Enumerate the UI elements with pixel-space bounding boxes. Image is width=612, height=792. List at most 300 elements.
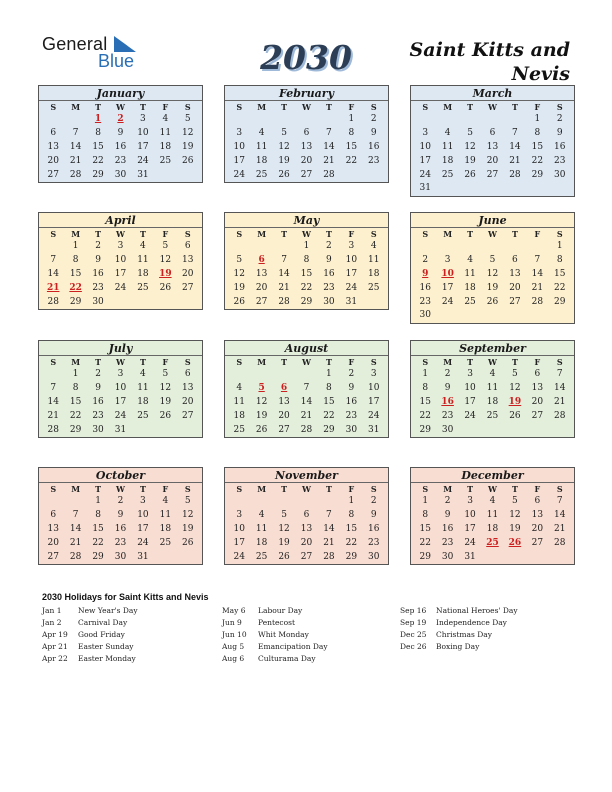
holiday-row	[400, 605, 518, 617]
day-cell: 4	[140, 369, 146, 379]
weekday-header: T	[95, 357, 102, 367]
holiday-name: New Year's Day	[78, 606, 138, 615]
weekday-header: F	[162, 484, 169, 494]
day-cell: 26	[464, 169, 476, 180]
day-cell: 27	[531, 537, 544, 548]
day-cell: 26	[278, 551, 290, 562]
day-cell: 19	[486, 282, 499, 293]
day-cell: 4	[162, 114, 169, 124]
day-cell: 25	[464, 296, 476, 307]
day-cell: 18	[486, 396, 499, 407]
empty-cell	[459, 240, 481, 254]
day-cell: 18	[464, 282, 476, 293]
day-cell: 2	[444, 496, 451, 506]
day-cell: 3	[422, 127, 429, 138]
weekday-header: F	[162, 357, 169, 367]
day-cell: 21	[554, 396, 566, 407]
day-cell: 23	[92, 410, 104, 421]
empty-cell	[436, 113, 458, 127]
holiday-name: Boxing Day	[436, 642, 480, 651]
day-cell: 30	[554, 169, 566, 180]
day-cell: 6	[512, 254, 518, 265]
day-cell: 5	[281, 509, 287, 520]
holiday-date: Jan 1	[42, 606, 62, 615]
empty-cell	[64, 495, 86, 509]
day-cell: 18	[137, 268, 149, 279]
day-cell: 17	[464, 523, 476, 534]
day-cell: 13	[300, 523, 313, 534]
empty-cell	[42, 368, 64, 382]
day-cell: 27	[278, 424, 290, 435]
holiday-row	[42, 653, 138, 665]
day-cell: 27	[255, 296, 268, 307]
empty-cell	[273, 495, 295, 509]
day-grid	[225, 483, 388, 564]
day-cell: 25	[159, 537, 172, 548]
day-cell: 15	[300, 268, 313, 279]
day-cell: 22	[92, 155, 104, 166]
day-cell: 19	[255, 410, 268, 421]
empty-cell	[459, 113, 481, 127]
holiday-day-cell: 1	[94, 114, 102, 124]
month-title: October	[39, 468, 202, 483]
empty-cell	[273, 113, 295, 127]
day-grid	[39, 356, 202, 437]
day-cell: 19	[182, 523, 194, 534]
day-cell: 25	[137, 282, 149, 293]
day-cell: 30	[419, 310, 431, 321]
day-cell: 12	[159, 254, 172, 265]
day-cell: 20	[486, 155, 499, 166]
day-cell: 7	[281, 254, 287, 265]
day-cell: 2	[422, 254, 429, 265]
day-cell: 30	[345, 424, 358, 435]
day-cell: 18	[233, 410, 245, 421]
day-cell: 26	[486, 296, 499, 307]
day-cell: 13	[509, 268, 521, 279]
day-cell: 8	[326, 382, 332, 393]
day-cell: 29	[69, 296, 82, 307]
weekday-header: T	[511, 229, 518, 239]
day-cell: 3	[348, 241, 355, 251]
holiday-row	[400, 617, 518, 629]
day-cell: 26	[159, 410, 172, 421]
holiday-day-cell: 16	[441, 396, 454, 407]
day-cell: 12	[255, 396, 268, 407]
weekday-header: M	[257, 102, 267, 112]
day-cell: 13	[182, 254, 194, 265]
weekday-header: S	[50, 102, 57, 112]
weekday-header: W	[302, 484, 311, 494]
day-cell: 10	[419, 141, 431, 152]
holiday-day-cell: 26	[508, 537, 522, 548]
day-cell: 13	[531, 382, 544, 393]
day-cell: 26	[509, 410, 521, 421]
weekday-header: T	[325, 229, 332, 239]
weekday-header: F	[348, 229, 355, 239]
weekday-header: T	[467, 102, 474, 112]
day-cell: 30	[92, 296, 104, 307]
day-cell: 31	[137, 551, 149, 562]
day-cell: 7	[50, 254, 57, 265]
holiday-row	[42, 629, 138, 641]
weekday-header: W	[488, 229, 497, 239]
day-cell: 31	[419, 183, 431, 194]
day-cell: 21	[554, 523, 566, 534]
day-grid	[411, 483, 574, 564]
day-cell: 7	[512, 127, 518, 138]
day-cell: 15	[554, 268, 566, 279]
day-cell: 15	[92, 523, 104, 534]
holiday-name: Easter Sunday	[78, 642, 134, 651]
day-cell: 13	[47, 523, 59, 534]
day-cell: 3	[370, 369, 377, 379]
day-cell: 29	[92, 169, 104, 180]
day-cell: 15	[69, 396, 82, 407]
day-cell: 27	[486, 169, 499, 180]
day-cell: 20	[531, 396, 544, 407]
day-cell: 9	[95, 254, 101, 265]
day-cell: 2	[370, 496, 377, 506]
day-cell: 12	[509, 509, 521, 520]
weekday-header: T	[95, 484, 102, 494]
holiday-row	[42, 641, 138, 653]
day-cell: 29	[92, 551, 104, 562]
day-cell: 16	[114, 523, 127, 534]
day-cell: 14	[278, 268, 290, 279]
day-cell: 20	[278, 410, 290, 421]
day-cell: 30	[323, 296, 335, 307]
day-cell: 27	[182, 282, 194, 293]
day-cell: 13	[531, 509, 544, 520]
day-cell: 19	[464, 155, 476, 166]
weekday-header: T	[511, 484, 518, 494]
day-cell: 25	[255, 551, 268, 562]
day-cell: 14	[300, 396, 313, 407]
day-cell: 1	[556, 241, 563, 251]
day-cell: 15	[419, 523, 431, 534]
weekday-header: M	[71, 229, 81, 239]
weekday-header: T	[511, 357, 518, 367]
day-cell: 17	[368, 396, 380, 407]
weekday-header: T	[139, 484, 146, 494]
day-cell: 29	[69, 424, 82, 435]
day-cell: 12	[278, 523, 290, 534]
day-cell: 20	[182, 396, 194, 407]
day-cell: 1	[422, 496, 429, 506]
day-cell: 17	[233, 155, 245, 166]
weekday-header: T	[281, 102, 288, 112]
holiday-date: Apr 21	[42, 642, 68, 651]
holiday-name: National Heroes' Day	[436, 606, 518, 615]
day-cell: 27	[47, 551, 59, 562]
day-cell: 17	[114, 268, 127, 279]
day-cell: 10	[233, 141, 245, 152]
day-cell: 27	[300, 169, 313, 180]
weekday-header: M	[443, 102, 453, 112]
month-may	[224, 212, 389, 310]
empty-cell	[295, 368, 317, 382]
day-cell: 6	[303, 127, 310, 138]
day-cell: 6	[534, 369, 541, 379]
holiday-name: Emancipation Day	[258, 642, 328, 651]
day-cell: 16	[345, 396, 358, 407]
day-cell: 6	[50, 127, 57, 138]
day-cell: 4	[236, 382, 243, 393]
weekday-header: S	[236, 357, 243, 367]
day-cell: 15	[345, 523, 358, 534]
day-cell: 24	[345, 282, 358, 293]
day-cell: 8	[72, 382, 79, 393]
day-cell: 3	[467, 369, 473, 379]
day-cell: 2	[326, 241, 332, 251]
day-cell: 16	[554, 141, 566, 152]
day-cell: 11	[486, 509, 499, 520]
month-title: February	[225, 86, 388, 101]
day-cell: 24	[114, 410, 127, 421]
holiday-date: Sep 19	[400, 618, 427, 627]
month-january	[38, 85, 203, 183]
holiday-date: Aug 6	[222, 654, 245, 663]
day-cell: 22	[92, 537, 104, 548]
day-cell: 5	[467, 127, 473, 138]
day-cell: 14	[509, 141, 521, 152]
day-cell: 16	[441, 523, 454, 534]
day-cell: 9	[444, 382, 451, 393]
day-cell: 22	[323, 410, 335, 421]
day-cell: 23	[114, 537, 127, 548]
weekday-header: W	[302, 229, 311, 239]
holiday-day-cell: 10	[441, 268, 454, 279]
weekday-header: F	[534, 357, 541, 367]
weekday-header: T	[325, 102, 332, 112]
day-cell: 3	[467, 496, 473, 506]
day-cell: 21	[531, 282, 544, 293]
day-cell: 28	[323, 169, 335, 180]
holiday-row	[222, 629, 328, 641]
day-cell: 19	[509, 523, 521, 534]
day-cell: 22	[419, 410, 431, 421]
day-cell: 25	[137, 410, 149, 421]
day-cell: 22	[69, 410, 82, 421]
empty-cell	[481, 240, 503, 254]
weekday-header: M	[71, 102, 81, 112]
day-cell: 20	[255, 282, 268, 293]
weekday-header: M	[443, 229, 453, 239]
empty-cell	[273, 368, 295, 382]
month-title: January	[39, 86, 202, 101]
day-cell: 3	[117, 369, 124, 379]
weekday-header: F	[162, 229, 169, 239]
day-cell: 8	[72, 254, 79, 265]
day-cell: 9	[326, 254, 332, 265]
day-cell: 3	[236, 127, 243, 138]
day-cell: 15	[531, 141, 544, 152]
day-cell: 31	[345, 296, 358, 307]
weekday-header: T	[139, 357, 146, 367]
empty-cell	[228, 240, 250, 254]
weekday-header: T	[139, 229, 146, 239]
day-cell: 28	[531, 296, 544, 307]
day-cell: 5	[281, 127, 287, 138]
day-grid	[411, 228, 574, 323]
weekday-header: S	[556, 102, 563, 112]
month-august	[224, 340, 389, 438]
day-cell: 23	[554, 155, 566, 166]
day-cell: 30	[92, 424, 104, 435]
day-cell: 23	[441, 410, 454, 421]
day-cell: 20	[47, 155, 59, 166]
weekday-header: T	[325, 484, 332, 494]
day-cell: 11	[255, 523, 268, 534]
day-cell: 31	[368, 424, 380, 435]
day-cell: 1	[72, 241, 79, 251]
weekday-header: S	[184, 357, 191, 367]
day-cell: 9	[117, 127, 124, 138]
day-cell: 9	[117, 509, 124, 520]
weekday-header: S	[422, 102, 429, 112]
weekday-header: W	[116, 102, 125, 112]
empty-cell	[228, 495, 250, 509]
empty-cell	[250, 240, 272, 254]
month-october	[38, 467, 203, 565]
day-cell: 29	[300, 296, 313, 307]
empty-cell	[526, 240, 548, 254]
month-november	[224, 467, 389, 565]
day-cell: 5	[512, 369, 518, 379]
day-cell: 15	[92, 141, 104, 152]
day-cell: 3	[444, 254, 451, 265]
day-cell: 22	[345, 537, 358, 548]
weekday-header: M	[443, 357, 453, 367]
weekday-header: S	[370, 229, 377, 239]
holiday-day-cell: 6	[258, 254, 265, 265]
day-cell: 8	[95, 127, 101, 138]
day-cell: 24	[464, 537, 476, 548]
holiday-name: Culturama Day	[258, 654, 316, 663]
weekday-header: S	[370, 357, 377, 367]
day-cell: 17	[441, 282, 454, 293]
day-cell: 24	[137, 155, 149, 166]
country-name: Saint Kitts and Nevis	[409, 39, 570, 85]
holiday-date: Apr 22	[42, 654, 68, 663]
empty-cell	[295, 113, 317, 127]
weekday-header: W	[488, 484, 497, 494]
day-cell: 31	[114, 424, 127, 435]
day-cell: 11	[255, 141, 268, 152]
holiday-day-cell: 5	[258, 382, 265, 393]
holiday-name: Independence Day	[436, 618, 507, 627]
weekday-header: F	[348, 484, 355, 494]
holiday-day-cell: 19	[508, 396, 522, 407]
weekday-header: S	[184, 484, 191, 494]
day-cell: 24	[114, 282, 127, 293]
weekday-header: S	[422, 357, 429, 367]
day-cell: 6	[303, 509, 310, 520]
day-cell: 4	[162, 496, 169, 506]
day-cell: 11	[368, 254, 380, 265]
holiday-name: Whit Monday	[258, 630, 309, 639]
day-cell: 29	[345, 551, 358, 562]
day-cell: 4	[140, 241, 146, 251]
day-cell: 30	[441, 424, 454, 435]
day-cell: 18	[137, 396, 149, 407]
day-cell: 10	[345, 254, 358, 265]
day-cell: 12	[486, 268, 499, 279]
month-july	[38, 340, 203, 438]
day-cell: 24	[419, 169, 431, 180]
day-cell: 29	[531, 169, 544, 180]
day-cell: 19	[159, 396, 172, 407]
day-cell: 6	[534, 496, 541, 506]
day-grid	[225, 356, 388, 437]
day-cell: 18	[486, 523, 499, 534]
holiday-day-cell: 25	[486, 537, 499, 548]
day-cell: 13	[278, 396, 290, 407]
day-cell: 7	[303, 382, 310, 393]
day-cell: 16	[92, 396, 104, 407]
holiday-date: Dec 25	[400, 630, 427, 639]
weekday-header: M	[71, 357, 81, 367]
holiday-date: Aug 5	[222, 642, 245, 651]
empty-cell	[436, 240, 458, 254]
day-cell: 8	[422, 509, 429, 520]
day-cell: 6	[50, 509, 57, 520]
holiday-row	[222, 617, 328, 629]
holiday-row	[400, 629, 518, 641]
day-cell: 8	[556, 254, 563, 265]
day-cell: 23	[368, 155, 380, 166]
month-title: September	[411, 341, 574, 356]
weekday-header: T	[467, 484, 474, 494]
day-cell: 10	[114, 254, 127, 265]
weekday-header: M	[443, 484, 453, 494]
day-cell: 20	[182, 268, 194, 279]
day-cell: 10	[137, 509, 149, 520]
weekday-header: S	[370, 484, 377, 494]
day-cell: 9	[348, 382, 355, 393]
day-cell: 8	[348, 509, 355, 520]
day-cell: 14	[47, 396, 59, 407]
day-cell: 13	[255, 268, 268, 279]
weekday-header: M	[257, 357, 267, 367]
weekday-header: S	[236, 229, 243, 239]
day-cell: 15	[345, 141, 358, 152]
weekday-header: T	[511, 102, 518, 112]
day-cell: 20	[531, 523, 544, 534]
day-cell: 14	[554, 509, 566, 520]
day-grid	[39, 101, 202, 182]
month-title: November	[225, 468, 388, 483]
weekday-header: M	[257, 484, 267, 494]
weekday-header: F	[534, 229, 541, 239]
holiday-day-cell: 9	[422, 268, 429, 279]
empty-cell	[250, 495, 272, 509]
weekday-header: F	[534, 484, 541, 494]
empty-cell	[250, 368, 272, 382]
month-june	[410, 212, 575, 324]
holiday-date: Jun 10	[222, 630, 247, 639]
day-cell: 29	[323, 424, 335, 435]
day-cell: 29	[419, 551, 431, 562]
day-cell: 22	[345, 155, 358, 166]
empty-cell	[318, 113, 340, 127]
day-cell: 17	[419, 155, 431, 166]
day-cell: 1	[348, 496, 355, 506]
day-cell: 11	[137, 382, 149, 393]
day-cell: 15	[419, 396, 431, 407]
day-cell: 21	[69, 537, 82, 548]
